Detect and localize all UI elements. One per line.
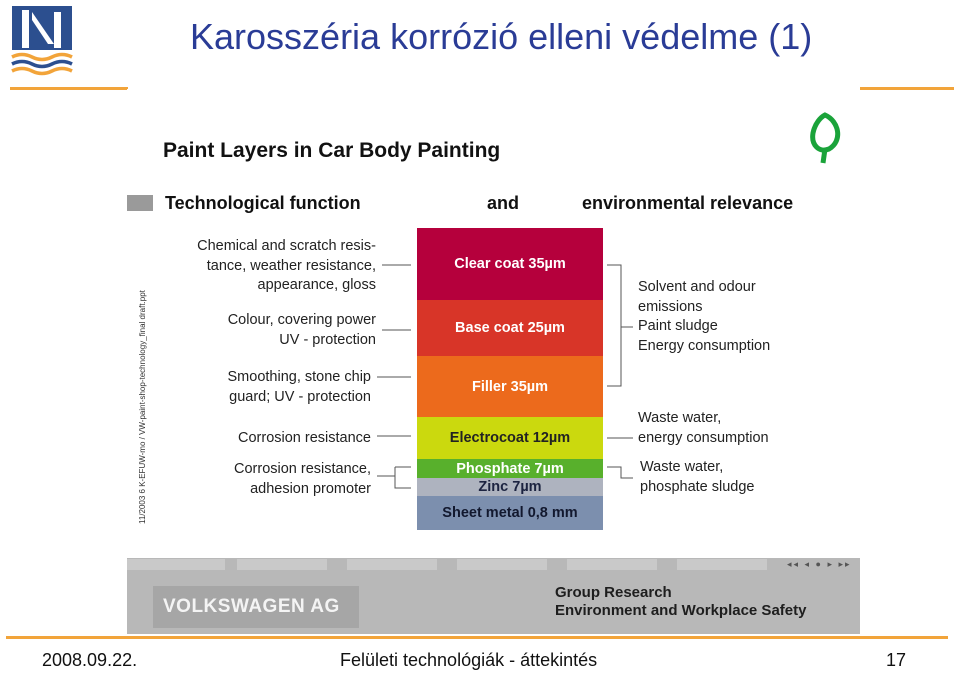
footer-segment [457, 559, 547, 570]
department-line-1: Group Research [555, 584, 672, 601]
heading-technological-function: Technological function [165, 193, 361, 213]
connector-env-phos [607, 467, 633, 478]
function-line: Corrosion resistance, [234, 461, 371, 477]
environment-line: energy consumption [638, 429, 769, 446]
function-line: appearance, gloss [257, 277, 376, 293]
function-line: Chemical and scratch resis- [197, 238, 376, 254]
footer-segment [677, 559, 767, 570]
function-line: Colour, covering power [227, 312, 376, 328]
environment-line: Paint sludge [638, 318, 718, 334]
department-label [555, 584, 806, 620]
connector-lines [127, 89, 860, 634]
function-line: UV - protection [279, 331, 376, 348]
function-line: Smoothing, stone chip [227, 369, 371, 385]
institution-logo-icon [10, 4, 74, 78]
slide-title: Karosszéria korrózió elleni védelme (1) [190, 16, 813, 57]
connector-env-bracket-top [607, 265, 633, 386]
heading-environmental-relevance: environmental relevance [582, 193, 794, 213]
function-line: adhesion promoter [250, 480, 371, 497]
environment-line: Solvent and odour [638, 279, 756, 295]
top-rule-right [860, 87, 954, 90]
brand-label: VOLKSWAGEN AG [163, 596, 340, 617]
layer-sheet-metal: Sheet metal 0,8 mm [417, 496, 603, 530]
layer-electrocoat: Electrocoat 12µm [417, 417, 603, 459]
layer-zinc: Zinc 7µm [417, 478, 603, 496]
side-caption-text: 11/2003 6 K-EFUW-mo / VW-paint-shop-technology_final draft.ppt [138, 290, 147, 524]
figure-title: Paint Layers in Car Body Painting [163, 139, 501, 162]
footer-topic: Felületi technológiák - áttekintés [340, 650, 598, 670]
footer-segment [567, 559, 657, 570]
layer-filler: Filler 35µm [417, 356, 603, 417]
footer-date: 2008.09.22. [42, 650, 138, 670]
slide-nav-icons: ◂◂ ◂ ● ▸ ▸▸ [787, 559, 852, 569]
connector-phos-bracket [377, 467, 411, 488]
layer-phosphate: Phosphate 7µm [417, 459, 603, 478]
layer-clear-coat: Clear coat 35µm [417, 228, 603, 300]
footer-page-number: 17 [886, 650, 907, 670]
environment-line: emissions [638, 298, 703, 315]
layer-base-coat: Base coat 25µm [417, 300, 603, 356]
environment-line: Energy consumption [638, 337, 771, 354]
footer-segment [127, 559, 225, 570]
department-line-2: Environment and Workplace Safety [555, 602, 807, 619]
footer-segment [347, 559, 437, 570]
function-line: guard; UV - protection [229, 388, 371, 405]
top-rule-left [10, 87, 128, 90]
environment-line: phosphate sludge [640, 478, 755, 495]
footer-segment [237, 559, 327, 570]
heading-and: and [487, 193, 520, 213]
function-line: tance, weather resistance, [206, 257, 376, 274]
function-line: Corrosion resistance [238, 430, 371, 446]
bottom-rule [6, 636, 948, 639]
environment-line: Waste water, [638, 410, 722, 426]
paint-layers-figure [127, 89, 860, 634]
environment-line: Waste water, [640, 459, 724, 475]
